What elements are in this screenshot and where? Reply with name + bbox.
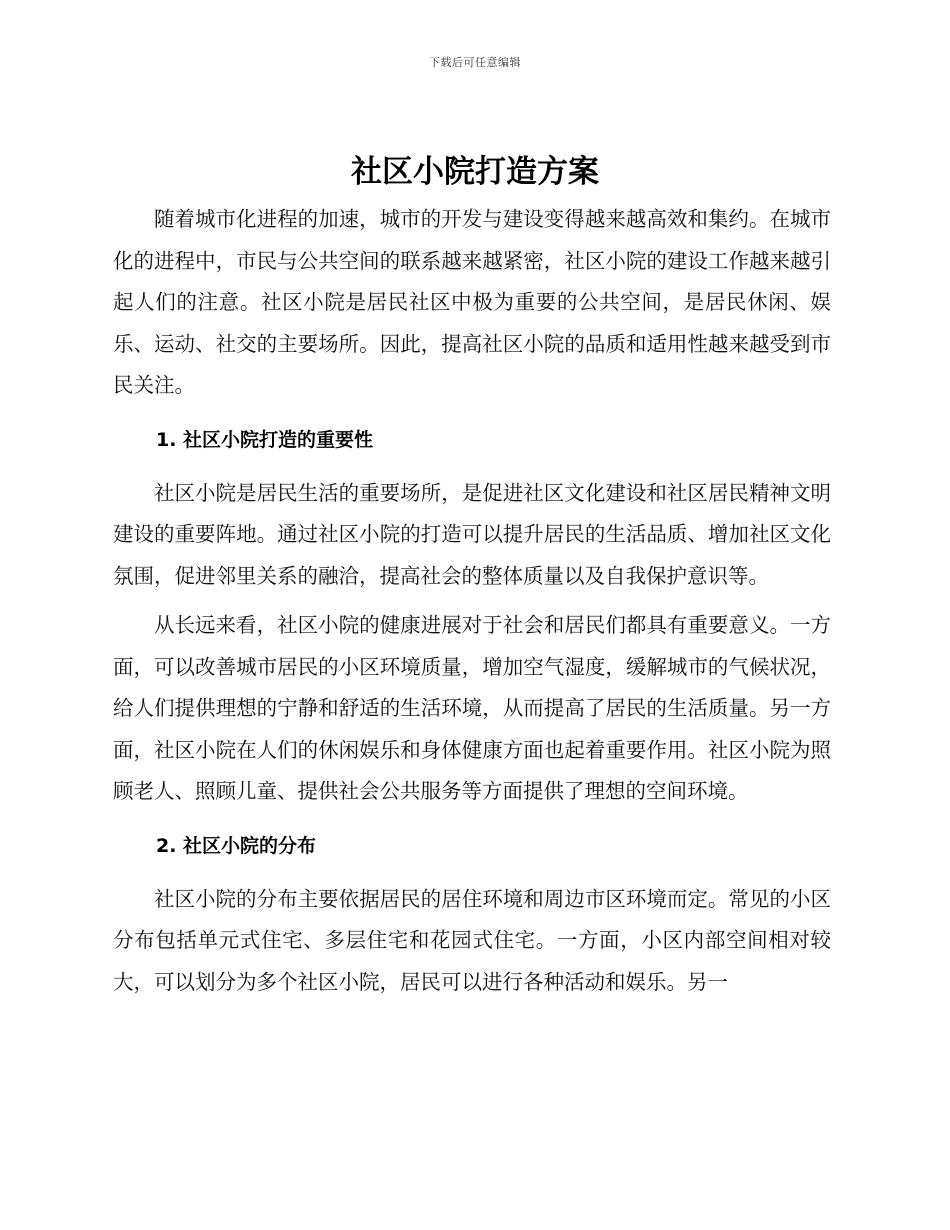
- paragraph: 从长远来看，社区小院的健康进展对于社会和居民们都具有重要意义。一方面，可以改善城市居民的小区环境质量，增加空气湿度，缓解城市的气候状况，给人们提供理想的宁静和舒适的生活环境，从而提高了居民的生活质量。另一方面，社区小院在人们的休闲娱乐和身体健康方面也起着重要作用。社区小院为照顾老人、照顾儿童、提供社会公共服务等方面提供了理想的空间环境。: [113, 613, 831, 803]
- header-note: 下载后可任意编辑: [429, 56, 521, 69]
- intro-paragraph: 随着城市化进程的加速，城市的开发与建设变得越来越高效和集约。在城市化的进程中，市民与公共空间的联系越来越紧密，社区小院的建设工作越来越引起人们的注意。社区小院是居民社区中极为重要的公共空间，是居民休闲、娱乐、运动、社交的主要场所。因此，提高社区小院的品质和适用性越来越受到市民关注。: [113, 207, 831, 397]
- section-heading-distribution: 2. 社区小院的分布: [156, 834, 317, 857]
- document-title: 社区小院打造方案: [351, 154, 599, 190]
- document-body: [113, 199, 831, 1003]
- section-heading-importance: 1. 社区小院打造的重要性: [156, 428, 374, 451]
- paragraph: 社区小院的分布主要依据居民的居住环境和周边市区环境而定。常见的小区分布包括单元式住宅、多层住宅和花园式住宅。一方面，小区内部空间相对较大，可以划分为多个社区小院，居民可以进行各种活动和娱乐。另一: [113, 886, 831, 994]
- paragraph: 社区小院是居民生活的重要场所，是促进社区文化建设和社区居民精神文明建设的重要阵地。通过社区小院的打造可以提升居民的生活品质、增加社区文化氛围，促进邻里关系的融洽，提高社会的整体质量以及自我保护意识等。: [113, 480, 831, 588]
